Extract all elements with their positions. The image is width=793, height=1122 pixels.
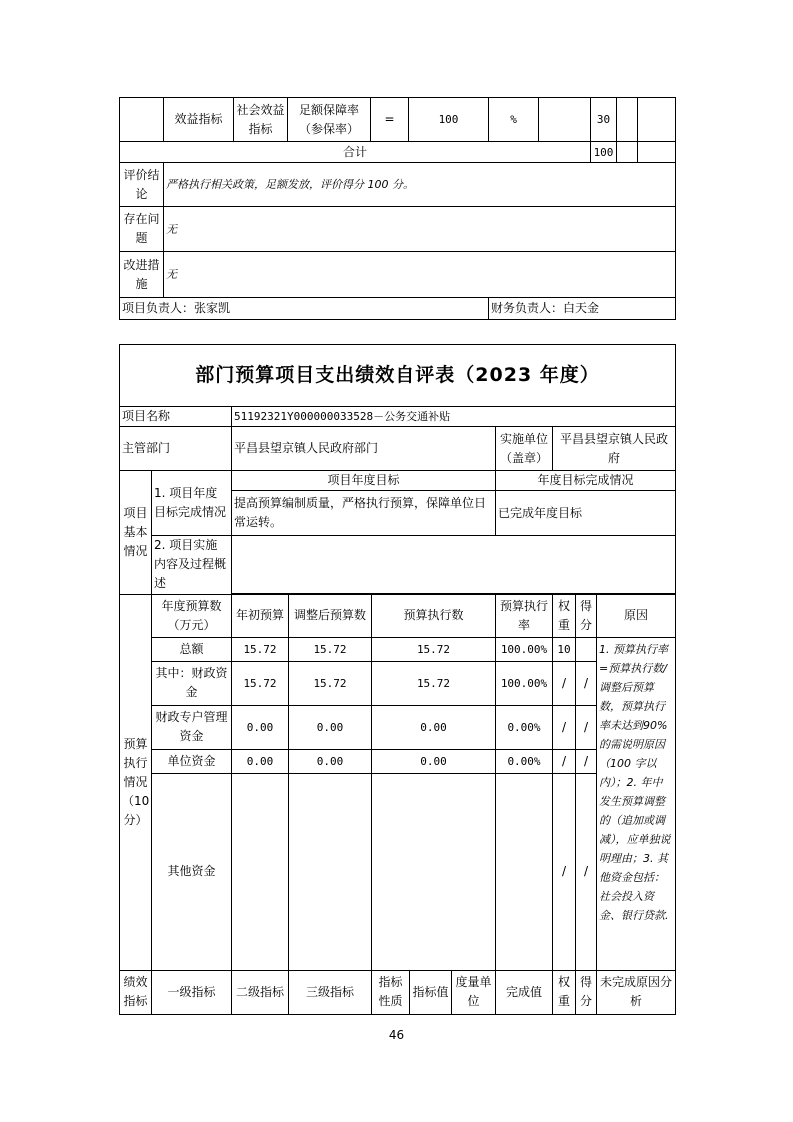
goal-text: 提高预算编制质量，严格执行预算，保障单位日常运转。	[232, 491, 496, 536]
table-row	[120, 98, 676, 142]
row-rate: 0.00%	[496, 705, 553, 749]
dept-label: 主管部门	[120, 427, 232, 471]
table-row	[120, 427, 676, 471]
table-row	[120, 298, 676, 320]
row-weight: /	[553, 773, 576, 970]
row-label: 单位资金	[152, 749, 232, 773]
page-number: 46	[388, 1028, 405, 1042]
table-row	[120, 970, 676, 1014]
perf-label: 绩效指标	[120, 970, 152, 1014]
table-cell	[539, 98, 591, 142]
table-cell	[617, 142, 638, 163]
perf-weight: 权重	[553, 970, 576, 1014]
row-label: 其他资金	[152, 773, 232, 970]
indicator-weight: 30	[591, 98, 617, 142]
row-initial: 0.00	[232, 705, 289, 749]
row-initial: 0.00	[232, 749, 289, 773]
page-title: 部门预算项目支出绩效自评表（2023 年度）	[120, 345, 676, 407]
table-row	[120, 536, 676, 594]
total-score: 100	[591, 142, 617, 163]
budget-row	[120, 661, 676, 705]
table-row	[120, 142, 676, 163]
impl-unit-label: 实施单位（盖章）	[496, 427, 553, 471]
perf-score: 得分	[576, 970, 597, 1014]
row-adjusted: 0.00	[289, 705, 372, 749]
impl-unit-value: 平昌县望京镇人民政府	[553, 427, 676, 471]
row-weight: /	[553, 705, 576, 749]
row-adjusted: 0.00	[289, 749, 372, 773]
row-initial: 15.72	[232, 661, 289, 705]
improve-label: 改进措施	[120, 252, 164, 298]
col-adjusted-budget: 调整后预算数	[289, 594, 372, 637]
row-executed	[372, 773, 496, 970]
goal-completion-label: 1. 项目年度目标完成情况	[152, 471, 232, 536]
budget-row	[120, 637, 676, 661]
col-annual-budget: 年度预算数（万元）	[152, 594, 232, 637]
problem-text: 无	[164, 207, 676, 252]
perf-nature: 指标性质	[372, 970, 410, 1014]
table-row	[120, 407, 676, 427]
perf-level3: 三级指标	[289, 970, 372, 1014]
conclusion-label: 评价结论	[120, 163, 164, 207]
indicator-level1: 效益指标	[164, 98, 234, 142]
budget-row	[120, 705, 676, 749]
table-row	[120, 594, 676, 637]
perf-level2: 二级指标	[232, 970, 289, 1014]
row-rate	[496, 773, 553, 970]
row-adjusted	[289, 773, 372, 970]
continuation-table	[119, 97, 676, 320]
row-executed: 0.00	[372, 749, 496, 773]
row-weight: /	[553, 661, 576, 705]
improve-text: 无	[164, 252, 676, 298]
table-cell	[638, 142, 676, 163]
conclusion-text: 严格执行相关政策，足额发放，评价得分 100 分。	[164, 163, 676, 207]
table-cell	[638, 98, 676, 142]
row-initial: 15.72	[232, 637, 289, 661]
self-evaluation-table	[119, 344, 676, 1015]
row-adjusted: 15.72	[289, 637, 372, 661]
indicator-unit: %	[489, 98, 539, 142]
reason-text: 1. 预算执行率=预算执行数/调整后预算数，预算执行率未达到90%的需说明原因（100 字以内）；2. 年中发生预算调整的（追加或调减），应单独说明理由；3. 其他资金包括：社会投入资金、银行贷款.	[597, 637, 676, 970]
perf-reason: 未完成原因分析	[597, 970, 676, 1014]
project-name-value: 51192321Y000000033528－公务交通补贴	[232, 407, 676, 427]
col-executed-budget: 预算执行数	[372, 594, 496, 637]
project-manager: 项目负责人：张家凯	[120, 298, 489, 320]
row-label: 财政专户管理资金	[152, 705, 232, 749]
row-score: /	[576, 749, 597, 773]
budget-row	[120, 773, 676, 970]
process-label: 2. 项目实施内容及过程概述	[152, 536, 232, 594]
row-score	[576, 637, 597, 661]
perf-unit: 度量单位	[452, 970, 496, 1014]
goal-done-text: 已完成年度目标	[496, 491, 676, 536]
budget-row	[120, 749, 676, 773]
goal-done-header: 年度目标完成情况	[496, 471, 676, 491]
indicator-operator: =	[371, 98, 409, 142]
col-initial-budget: 年初预算	[232, 594, 289, 637]
finance-manager: 财务负责人：白天金	[489, 298, 676, 320]
row-label: 总额	[152, 637, 232, 661]
row-rate: 0.00%	[496, 749, 553, 773]
problem-label: 存在问题	[120, 207, 164, 252]
row-executed: 15.72	[372, 637, 496, 661]
col-score: 得分	[576, 594, 597, 637]
table-row	[120, 163, 676, 207]
indicator-level3: 足额保障率（参保率）	[288, 98, 371, 142]
perf-level1: 一级指标	[152, 970, 232, 1014]
table-row	[120, 252, 676, 298]
row-adjusted: 15.72	[289, 661, 372, 705]
row-score: /	[576, 773, 597, 970]
row-weight: 10	[553, 637, 576, 661]
row-rate: 100.00%	[496, 637, 553, 661]
table-cell	[617, 98, 638, 142]
total-label: 合计	[120, 142, 591, 163]
table-row	[120, 471, 676, 491]
row-executed: 15.72	[372, 661, 496, 705]
perf-value: 指标值	[410, 970, 452, 1014]
row-score: /	[576, 705, 597, 749]
indicator-level2: 社会效益指标	[234, 98, 288, 142]
row-score: /	[576, 661, 597, 705]
row-initial	[232, 773, 289, 970]
project-name-label: 项目名称	[120, 407, 232, 427]
col-exec-rate: 预算执行率	[496, 594, 553, 637]
indicator-target: 100	[409, 98, 489, 142]
col-reason: 原因	[597, 594, 676, 637]
table-cell	[120, 98, 164, 142]
basic-info-label: 项目基本情况	[120, 471, 152, 595]
row-weight: /	[553, 749, 576, 773]
table-row	[120, 207, 676, 252]
col-weight: 权重	[553, 594, 576, 637]
row-rate: 100.00%	[496, 661, 553, 705]
title-row	[120, 345, 676, 407]
dept-value: 平昌县望京镇人民政府部门	[232, 427, 496, 471]
row-label: 其中：财政资金	[152, 661, 232, 705]
perf-done: 完成值	[496, 970, 553, 1014]
goal-header: 项目年度目标	[232, 471, 496, 491]
row-executed: 0.00	[372, 705, 496, 749]
process-text	[232, 536, 676, 594]
budget-exec-label: 预算执行情况（10分）	[120, 594, 152, 970]
